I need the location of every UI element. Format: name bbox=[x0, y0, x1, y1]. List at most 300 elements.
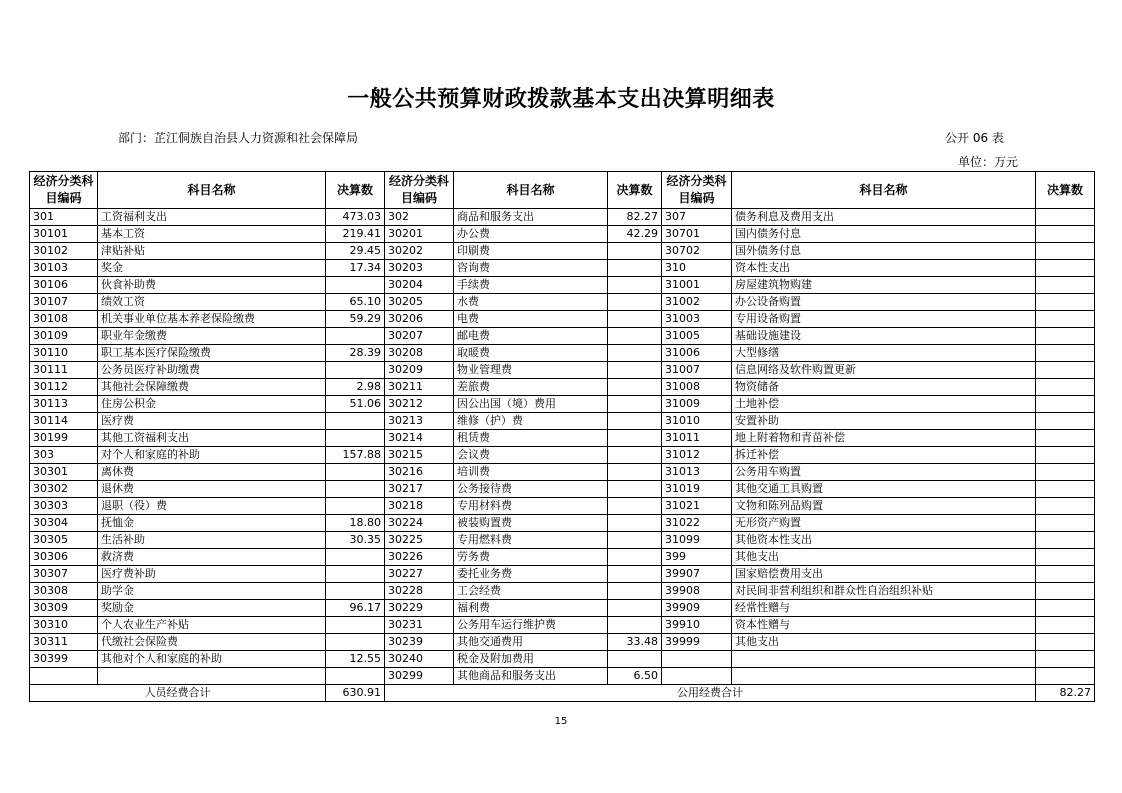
table-row bbox=[30, 430, 1095, 447]
amount-cell bbox=[608, 277, 662, 294]
name-cell: 专用设备购置 bbox=[732, 311, 1036, 328]
code-cell: 31005 bbox=[662, 328, 732, 345]
amount-cell: 59.29 bbox=[326, 311, 385, 328]
code-cell: 30701 bbox=[662, 226, 732, 243]
table-row bbox=[30, 260, 1095, 277]
code-cell: 30204 bbox=[385, 277, 454, 294]
name-cell: 大型修缮 bbox=[732, 345, 1036, 362]
name-cell: 职工基本医疗保险缴费 bbox=[98, 345, 326, 362]
code-cell: 30224 bbox=[385, 515, 454, 532]
amount-cell bbox=[1036, 345, 1095, 362]
code-cell: 30217 bbox=[385, 481, 454, 498]
amount-cell bbox=[608, 498, 662, 515]
amount-cell bbox=[326, 362, 385, 379]
amount-cell bbox=[608, 532, 662, 549]
code-cell: 30211 bbox=[385, 379, 454, 396]
table-row bbox=[30, 651, 1095, 668]
amount-cell: 33.48 bbox=[608, 634, 662, 651]
name-cell: 税金及附加费用 bbox=[454, 651, 608, 668]
name-cell: 手续费 bbox=[454, 277, 608, 294]
name-cell: 办公费 bbox=[454, 226, 608, 243]
amount-cell bbox=[326, 464, 385, 481]
personnel-total-label: 人员经费合计 bbox=[30, 685, 326, 702]
header-code-2: 经济分类科目编码 bbox=[385, 172, 454, 209]
name-cell: 其他社会保障缴费 bbox=[98, 379, 326, 396]
name-cell: 印刷费 bbox=[454, 243, 608, 260]
amount-cell bbox=[608, 294, 662, 311]
amount-cell bbox=[1036, 583, 1095, 600]
code-cell: 31012 bbox=[662, 447, 732, 464]
amount-cell bbox=[1036, 634, 1095, 651]
name-cell bbox=[732, 668, 1036, 685]
name-cell: 信息网络及软件购置更新 bbox=[732, 362, 1036, 379]
amount-cell bbox=[608, 617, 662, 634]
code-cell: 30240 bbox=[385, 651, 454, 668]
amount-cell bbox=[608, 549, 662, 566]
amount-cell bbox=[608, 396, 662, 413]
name-cell: 邮电费 bbox=[454, 328, 608, 345]
code-cell: 30309 bbox=[30, 600, 98, 617]
name-cell: 公务员医疗补助缴费 bbox=[98, 362, 326, 379]
code-cell: 30102 bbox=[30, 243, 98, 260]
name-cell: 安置补助 bbox=[732, 413, 1036, 430]
amount-cell: 51.06 bbox=[326, 396, 385, 413]
amount-cell bbox=[1036, 668, 1095, 685]
personnel-total-amount: 630.91 bbox=[326, 685, 385, 702]
name-cell: 差旅费 bbox=[454, 379, 608, 396]
amount-cell bbox=[326, 583, 385, 600]
code-cell: 39908 bbox=[662, 583, 732, 600]
amount-cell bbox=[1036, 379, 1095, 396]
table-row bbox=[30, 600, 1095, 617]
name-cell: 土地补偿 bbox=[732, 396, 1036, 413]
amount-cell bbox=[1036, 226, 1095, 243]
amount-cell bbox=[1036, 396, 1095, 413]
amount-cell bbox=[608, 447, 662, 464]
amount-cell: 2.98 bbox=[326, 379, 385, 396]
name-cell: 医疗费补助 bbox=[98, 566, 326, 583]
name-cell: 奖励金 bbox=[98, 600, 326, 617]
amount-cell bbox=[1036, 328, 1095, 345]
amount-cell bbox=[326, 498, 385, 515]
code-cell: 39910 bbox=[662, 617, 732, 634]
code-cell: 30227 bbox=[385, 566, 454, 583]
name-cell: 工资福利支出 bbox=[98, 209, 326, 226]
header-name-3: 科目名称 bbox=[732, 172, 1036, 209]
name-cell: 因公出国（境）费用 bbox=[454, 396, 608, 413]
code-cell: 30216 bbox=[385, 464, 454, 481]
code-cell: 30108 bbox=[30, 311, 98, 328]
code-cell: 30213 bbox=[385, 413, 454, 430]
amount-cell: 12.55 bbox=[326, 651, 385, 668]
table-row bbox=[30, 362, 1095, 379]
header-name-1: 科目名称 bbox=[98, 172, 326, 209]
code-cell: 31099 bbox=[662, 532, 732, 549]
name-cell: 拆迁补偿 bbox=[732, 447, 1036, 464]
totals-row bbox=[30, 685, 1095, 702]
amount-cell bbox=[326, 549, 385, 566]
name-cell: 物资储备 bbox=[732, 379, 1036, 396]
code-cell: 31008 bbox=[662, 379, 732, 396]
code-cell: 30226 bbox=[385, 549, 454, 566]
public-total-amount: 82.27 bbox=[1036, 685, 1095, 702]
name-cell: 专用材料费 bbox=[454, 498, 608, 515]
table-row bbox=[30, 498, 1095, 515]
code-cell: 30112 bbox=[30, 379, 98, 396]
header-code-1: 经济分类科目编码 bbox=[30, 172, 98, 209]
name-cell: 国家赔偿费用支出 bbox=[732, 566, 1036, 583]
amount-cell bbox=[608, 515, 662, 532]
page-number: 15 bbox=[554, 716, 568, 727]
unit-label: 单位：万元 bbox=[958, 155, 1019, 169]
code-cell: 30302 bbox=[30, 481, 98, 498]
amount-cell bbox=[608, 413, 662, 430]
table-row bbox=[30, 209, 1095, 226]
code-cell: 31011 bbox=[662, 430, 732, 447]
name-cell: 维修（护）费 bbox=[454, 413, 608, 430]
amount-cell bbox=[1036, 651, 1095, 668]
code-cell: 30303 bbox=[30, 498, 98, 515]
code-cell: 30228 bbox=[385, 583, 454, 600]
code-cell: 30109 bbox=[30, 328, 98, 345]
name-cell: 无形资产购置 bbox=[732, 515, 1036, 532]
name-cell: 国外债务付息 bbox=[732, 243, 1036, 260]
header-row bbox=[30, 172, 1095, 209]
amount-cell: 17.34 bbox=[326, 260, 385, 277]
code-cell: 30113 bbox=[30, 396, 98, 413]
code-cell: 30310 bbox=[30, 617, 98, 634]
table-row bbox=[30, 532, 1095, 549]
name-cell: 基本工资 bbox=[98, 226, 326, 243]
amount-cell bbox=[608, 260, 662, 277]
code-cell: 307 bbox=[662, 209, 732, 226]
amount-cell bbox=[1036, 277, 1095, 294]
amount-cell bbox=[1036, 498, 1095, 515]
table-row bbox=[30, 311, 1095, 328]
name-cell: 对个人和家庭的补助 bbox=[98, 447, 326, 464]
table-row bbox=[30, 464, 1095, 481]
name-cell: 福利费 bbox=[454, 600, 608, 617]
code-cell: 30306 bbox=[30, 549, 98, 566]
name-cell: 物业管理费 bbox=[454, 362, 608, 379]
amount-cell bbox=[1036, 430, 1095, 447]
code-cell: 30239 bbox=[385, 634, 454, 651]
code-cell: 30307 bbox=[30, 566, 98, 583]
name-cell: 地上附着物和青苗补偿 bbox=[732, 430, 1036, 447]
code-cell: 30201 bbox=[385, 226, 454, 243]
code-cell: 31009 bbox=[662, 396, 732, 413]
code-cell: 31001 bbox=[662, 277, 732, 294]
code-cell: 39909 bbox=[662, 600, 732, 617]
amount-cell bbox=[608, 651, 662, 668]
name-cell: 委托业务费 bbox=[454, 566, 608, 583]
table-row bbox=[30, 413, 1095, 430]
code-cell: 303 bbox=[30, 447, 98, 464]
code-cell: 399 bbox=[662, 549, 732, 566]
public-total-label: 公用经费合计 bbox=[385, 685, 1036, 702]
header-amount-1: 决算数 bbox=[326, 172, 385, 209]
code-cell: 31010 bbox=[662, 413, 732, 430]
amount-cell bbox=[608, 345, 662, 362]
code-cell: 30218 bbox=[385, 498, 454, 515]
name-cell bbox=[732, 651, 1036, 668]
name-cell: 助学金 bbox=[98, 583, 326, 600]
table-row bbox=[30, 345, 1095, 362]
amount-cell bbox=[1036, 294, 1095, 311]
name-cell: 资本性赠与 bbox=[732, 617, 1036, 634]
table-row bbox=[30, 617, 1095, 634]
amount-cell: 473.03 bbox=[326, 209, 385, 226]
amount-cell: 6.50 bbox=[608, 668, 662, 685]
amount-cell bbox=[608, 328, 662, 345]
code-cell: 30110 bbox=[30, 345, 98, 362]
amount-cell: 42.29 bbox=[608, 226, 662, 243]
code-cell: 301 bbox=[30, 209, 98, 226]
header-code-3: 经济分类科目编码 bbox=[662, 172, 732, 209]
amount-cell bbox=[1036, 209, 1095, 226]
name-cell: 离休费 bbox=[98, 464, 326, 481]
code-cell: 30208 bbox=[385, 345, 454, 362]
name-cell: 房屋建筑物购建 bbox=[732, 277, 1036, 294]
amount-cell bbox=[1036, 243, 1095, 260]
name-cell: 绩效工资 bbox=[98, 294, 326, 311]
code-cell: 30202 bbox=[385, 243, 454, 260]
name-cell: 专用燃料费 bbox=[454, 532, 608, 549]
name-cell: 住房公积金 bbox=[98, 396, 326, 413]
amount-cell bbox=[608, 311, 662, 328]
amount-cell bbox=[1036, 515, 1095, 532]
name-cell: 基础设施建设 bbox=[732, 328, 1036, 345]
amount-cell bbox=[1036, 413, 1095, 430]
name-cell: 其他商品和服务支出 bbox=[454, 668, 608, 685]
name-cell: 公务用车购置 bbox=[732, 464, 1036, 481]
code-cell: 31002 bbox=[662, 294, 732, 311]
name-cell: 国内债务付息 bbox=[732, 226, 1036, 243]
code-cell: 30212 bbox=[385, 396, 454, 413]
amount-cell bbox=[1036, 464, 1095, 481]
table-row bbox=[30, 583, 1095, 600]
name-cell: 公务接待费 bbox=[454, 481, 608, 498]
code-cell: 31007 bbox=[662, 362, 732, 379]
name-cell: 生活补助 bbox=[98, 532, 326, 549]
code-cell: 30114 bbox=[30, 413, 98, 430]
name-cell: 劳务费 bbox=[454, 549, 608, 566]
amount-cell bbox=[1036, 600, 1095, 617]
code-cell bbox=[662, 651, 732, 668]
code-cell: 30225 bbox=[385, 532, 454, 549]
code-cell: 30199 bbox=[30, 430, 98, 447]
code-cell: 30207 bbox=[385, 328, 454, 345]
name-cell: 商品和服务支出 bbox=[454, 209, 608, 226]
amount-cell bbox=[608, 600, 662, 617]
name-cell: 其他资本性支出 bbox=[732, 532, 1036, 549]
code-cell: 30209 bbox=[385, 362, 454, 379]
name-cell: 救济费 bbox=[98, 549, 326, 566]
amount-cell bbox=[608, 243, 662, 260]
name-cell: 对民间非营利组织和群众性自治组织补贴 bbox=[732, 583, 1036, 600]
name-cell: 工会经费 bbox=[454, 583, 608, 600]
code-cell: 30103 bbox=[30, 260, 98, 277]
name-cell: 债务利息及费用支出 bbox=[732, 209, 1036, 226]
name-cell: 退休费 bbox=[98, 481, 326, 498]
name-cell: 资本性支出 bbox=[732, 260, 1036, 277]
table-row bbox=[30, 447, 1095, 464]
name-cell: 被装购置费 bbox=[454, 515, 608, 532]
table-body bbox=[30, 209, 1095, 685]
amount-cell bbox=[608, 583, 662, 600]
name-cell: 抚恤金 bbox=[98, 515, 326, 532]
name-cell: 水费 bbox=[454, 294, 608, 311]
name-cell: 会议费 bbox=[454, 447, 608, 464]
amount-cell bbox=[1036, 617, 1095, 634]
code-cell: 30107 bbox=[30, 294, 98, 311]
amount-cell bbox=[1036, 549, 1095, 566]
code-cell: 31019 bbox=[662, 481, 732, 498]
name-cell: 其他工资福利支出 bbox=[98, 430, 326, 447]
code-cell: 30231 bbox=[385, 617, 454, 634]
name-cell: 租赁费 bbox=[454, 430, 608, 447]
code-cell: 30215 bbox=[385, 447, 454, 464]
amount-cell: 29.45 bbox=[326, 243, 385, 260]
name-cell: 其他对个人和家庭的补助 bbox=[98, 651, 326, 668]
name-cell: 办公设备购置 bbox=[732, 294, 1036, 311]
amount-cell: 82.27 bbox=[608, 209, 662, 226]
code-cell: 30299 bbox=[385, 668, 454, 685]
amount-cell bbox=[608, 430, 662, 447]
header-name-2: 科目名称 bbox=[454, 172, 608, 209]
code-cell: 30304 bbox=[30, 515, 98, 532]
name-cell: 代缴社会保险费 bbox=[98, 634, 326, 651]
amount-cell bbox=[608, 362, 662, 379]
table-row bbox=[30, 243, 1095, 260]
amount-cell bbox=[608, 566, 662, 583]
header-amount-3: 决算数 bbox=[1036, 172, 1095, 209]
name-cell: 个人农业生产补贴 bbox=[98, 617, 326, 634]
name-cell: 其他交通费用 bbox=[454, 634, 608, 651]
name-cell bbox=[98, 668, 326, 685]
name-cell: 机关事业单位基本养老保险缴费 bbox=[98, 311, 326, 328]
table-row bbox=[30, 328, 1095, 345]
table-row bbox=[30, 549, 1095, 566]
code-cell: 30101 bbox=[30, 226, 98, 243]
name-cell: 培训费 bbox=[454, 464, 608, 481]
amount-cell bbox=[326, 617, 385, 634]
amount-cell bbox=[326, 430, 385, 447]
code-cell: 302 bbox=[385, 209, 454, 226]
amount-cell bbox=[1036, 481, 1095, 498]
amount-cell bbox=[608, 379, 662, 396]
name-cell: 取暖费 bbox=[454, 345, 608, 362]
code-cell: 39999 bbox=[662, 634, 732, 651]
amount-cell: 28.39 bbox=[326, 345, 385, 362]
code-cell: 30206 bbox=[385, 311, 454, 328]
page-title: 一般公共预算财政拨款基本支出决算明细表 bbox=[347, 87, 775, 112]
table-row bbox=[30, 379, 1095, 396]
table-row bbox=[30, 668, 1095, 685]
code-cell: 39907 bbox=[662, 566, 732, 583]
amount-cell: 65.10 bbox=[326, 294, 385, 311]
code-cell: 310 bbox=[662, 260, 732, 277]
amount-cell bbox=[326, 413, 385, 430]
code-cell: 30203 bbox=[385, 260, 454, 277]
amount-cell: 219.41 bbox=[326, 226, 385, 243]
name-cell: 奖金 bbox=[98, 260, 326, 277]
name-cell: 其他交通工具购置 bbox=[732, 481, 1036, 498]
code-cell: 30214 bbox=[385, 430, 454, 447]
code-cell: 30311 bbox=[30, 634, 98, 651]
amount-cell bbox=[326, 481, 385, 498]
amount-cell: 96.17 bbox=[326, 600, 385, 617]
name-cell: 其他支出 bbox=[732, 634, 1036, 651]
amount-cell bbox=[326, 668, 385, 685]
name-cell: 电费 bbox=[454, 311, 608, 328]
code-cell: 31022 bbox=[662, 515, 732, 532]
department-label: 部门：芷江侗族自治县人力资源和社会保障局 bbox=[118, 131, 359, 145]
table-row bbox=[30, 396, 1095, 413]
table-row bbox=[30, 226, 1095, 243]
table-row bbox=[30, 566, 1095, 583]
header-amount-2: 决算数 bbox=[608, 172, 662, 209]
name-cell: 退职（役）费 bbox=[98, 498, 326, 515]
code-cell: 30301 bbox=[30, 464, 98, 481]
code-cell: 31006 bbox=[662, 345, 732, 362]
table-row bbox=[30, 515, 1095, 532]
amount-cell: 157.88 bbox=[326, 447, 385, 464]
code-cell: 30205 bbox=[385, 294, 454, 311]
code-cell bbox=[662, 668, 732, 685]
code-cell: 30106 bbox=[30, 277, 98, 294]
amount-cell: 18.80 bbox=[326, 515, 385, 532]
code-cell: 30308 bbox=[30, 583, 98, 600]
amount-cell bbox=[608, 481, 662, 498]
amount-cell bbox=[1036, 362, 1095, 379]
code-cell: 31003 bbox=[662, 311, 732, 328]
amount-cell bbox=[608, 464, 662, 481]
name-cell: 经常性赠与 bbox=[732, 600, 1036, 617]
code-cell: 30399 bbox=[30, 651, 98, 668]
code-cell: 31013 bbox=[662, 464, 732, 481]
name-cell: 医疗费 bbox=[98, 413, 326, 430]
name-cell: 伙食补助费 bbox=[98, 277, 326, 294]
table-row bbox=[30, 481, 1095, 498]
code-cell: 30229 bbox=[385, 600, 454, 617]
code-cell: 31021 bbox=[662, 498, 732, 515]
name-cell: 津贴补贴 bbox=[98, 243, 326, 260]
name-cell: 职业年金缴费 bbox=[98, 328, 326, 345]
amount-cell bbox=[1036, 260, 1095, 277]
expenditure-table bbox=[29, 171, 1095, 702]
table-row bbox=[30, 277, 1095, 294]
code-cell bbox=[30, 668, 98, 685]
amount-cell bbox=[1036, 566, 1095, 583]
form-number: 公开 06 表 bbox=[945, 131, 1004, 145]
amount-cell bbox=[326, 566, 385, 583]
name-cell: 公务用车运行维护费 bbox=[454, 617, 608, 634]
amount-cell bbox=[1036, 311, 1095, 328]
amount-cell bbox=[326, 634, 385, 651]
code-cell: 30305 bbox=[30, 532, 98, 549]
amount-cell bbox=[326, 328, 385, 345]
amount-cell: 30.35 bbox=[326, 532, 385, 549]
code-cell: 30702 bbox=[662, 243, 732, 260]
name-cell: 文物和陈列品购置 bbox=[732, 498, 1036, 515]
name-cell: 其他支出 bbox=[732, 549, 1036, 566]
amount-cell bbox=[1036, 532, 1095, 549]
name-cell: 咨询费 bbox=[454, 260, 608, 277]
code-cell: 30111 bbox=[30, 362, 98, 379]
amount-cell bbox=[326, 277, 385, 294]
amount-cell bbox=[1036, 447, 1095, 464]
